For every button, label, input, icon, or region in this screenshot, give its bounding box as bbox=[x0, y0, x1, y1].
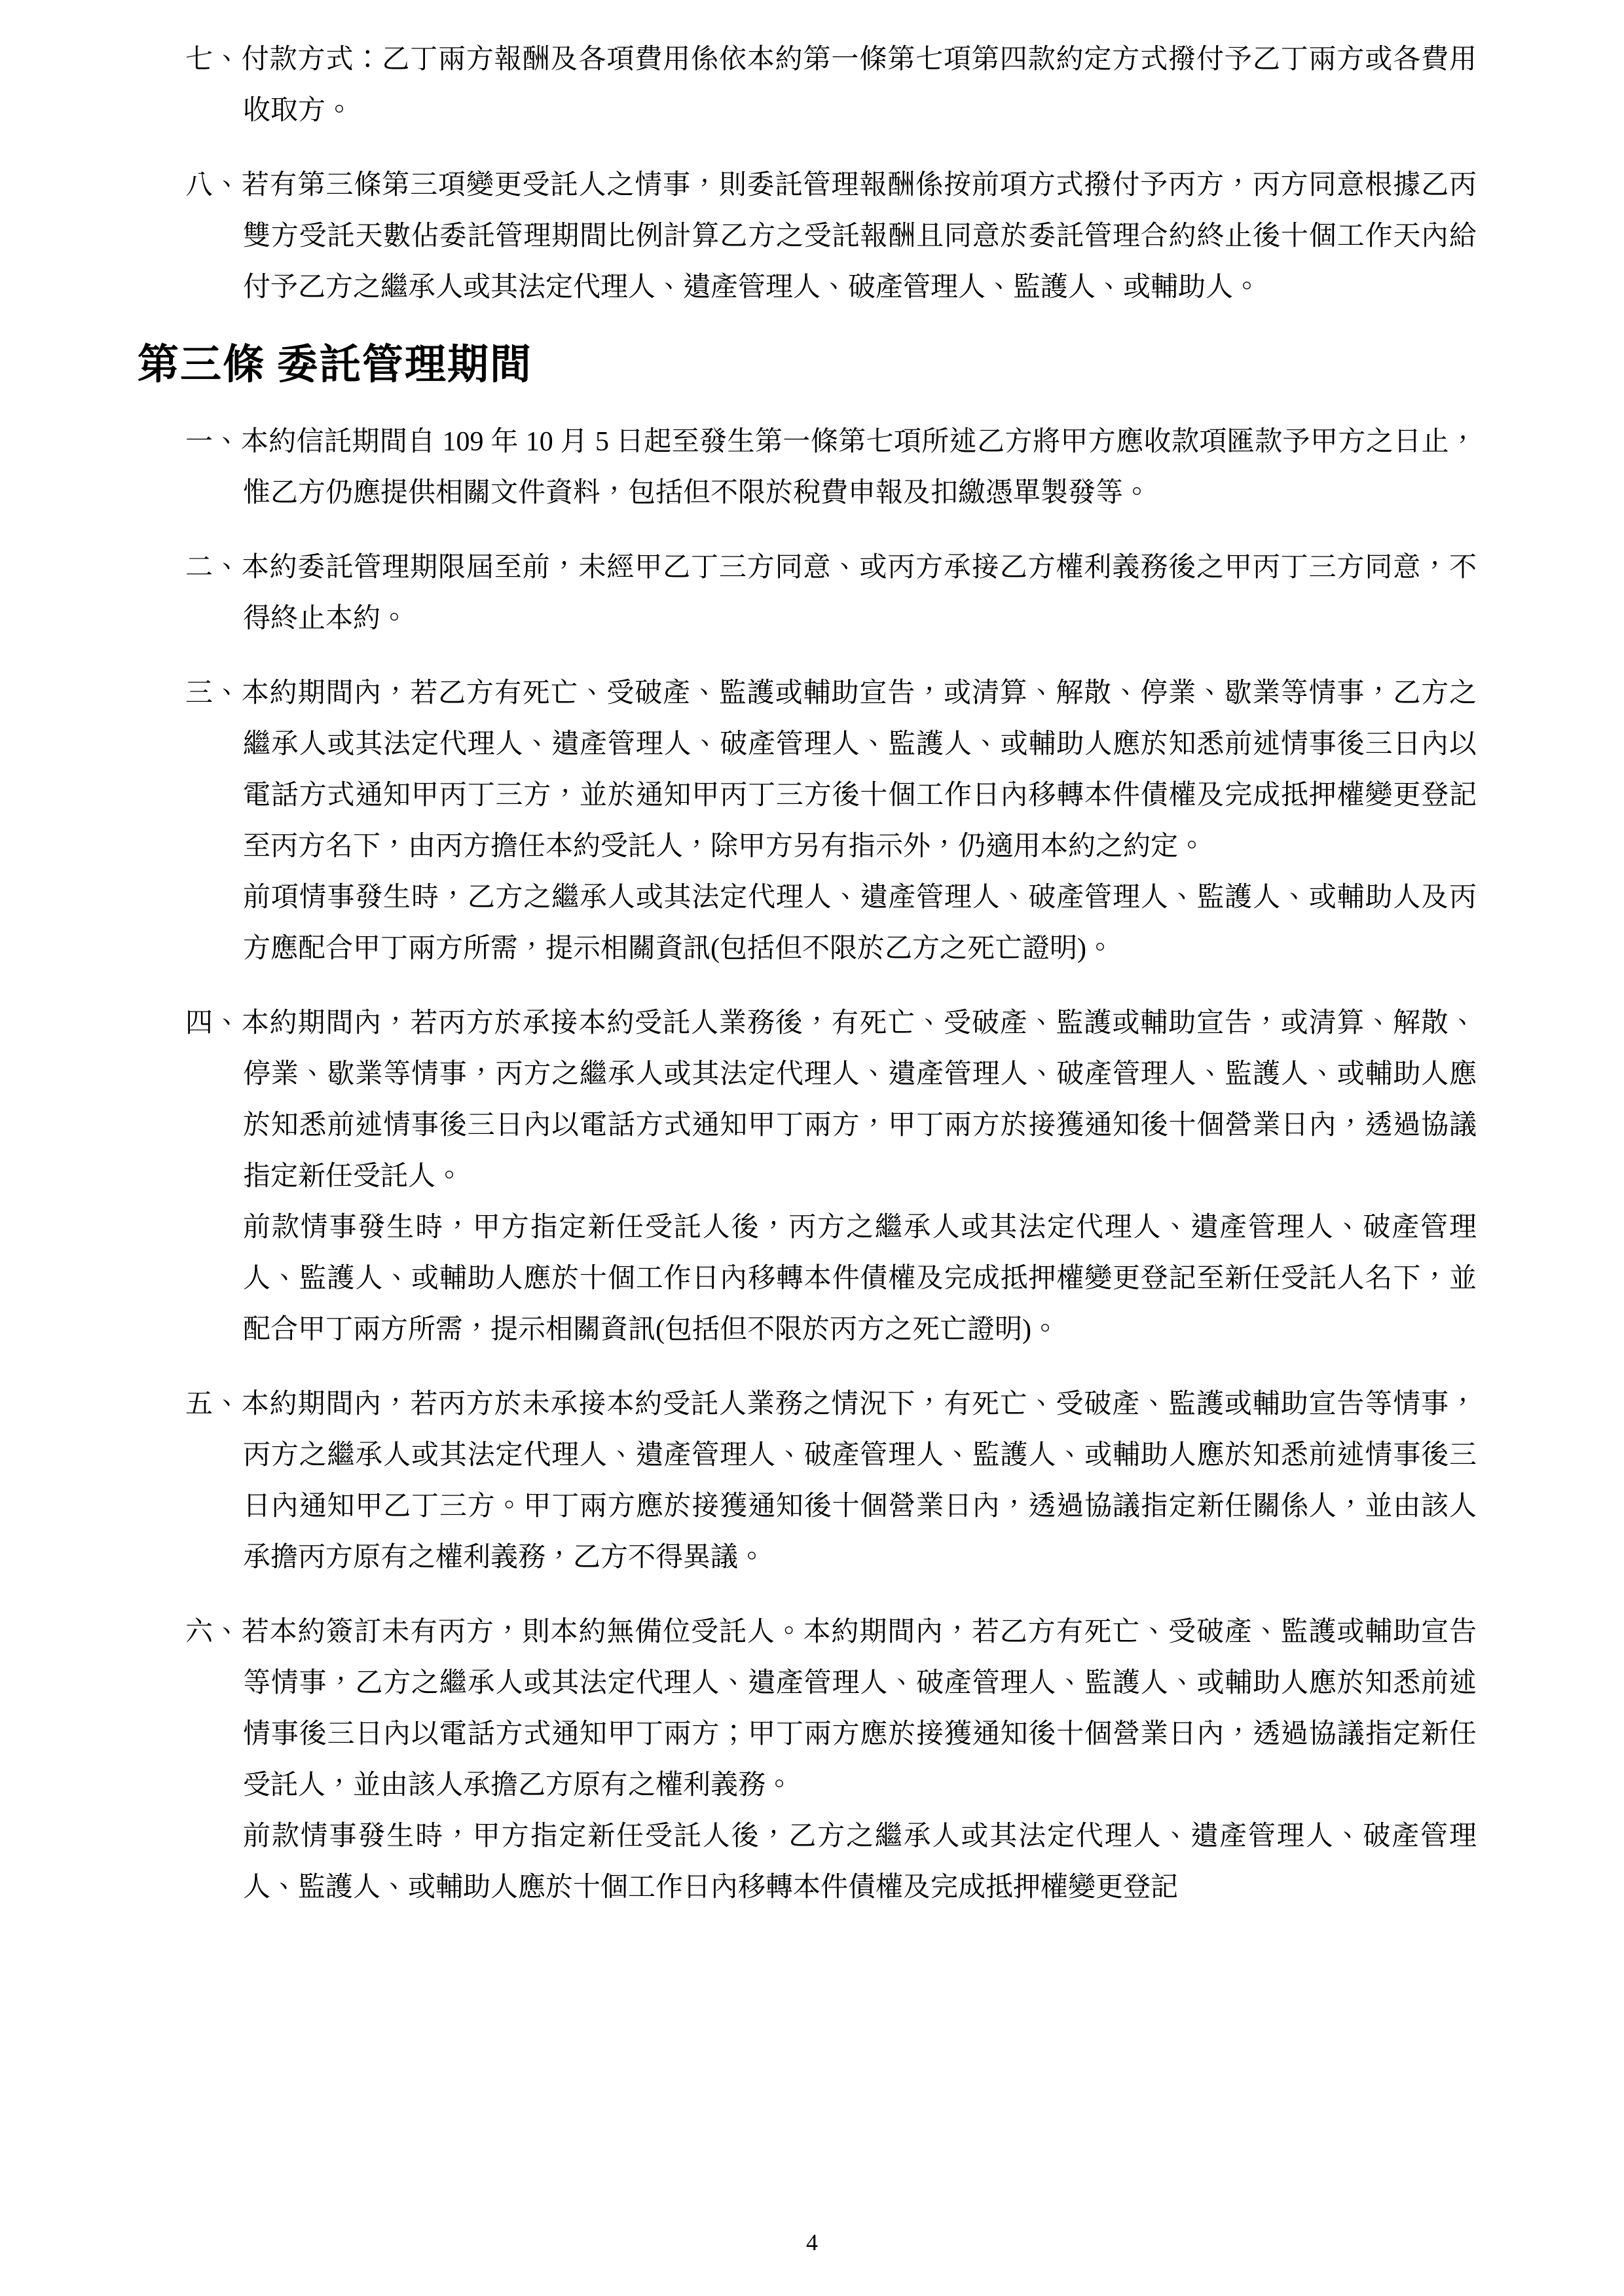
clause-text: 本約期間內，若丙方於未承接本約受託人業務之情況下，有死亡、受破產、監護或輔助宣告等情事，丙方之繼承人或其法定代理人、遺產管理人、破產管理人、監護人、或輔助人應於知悉前述情事後三日內通知甲乙丁三方。甲丁兩方應於接獲通知後十個營業日內，透過協議指定新任關係人，並由該人承擔丙方原有之權利義務，乙方不得異議。 bbox=[241, 1389, 1477, 1573]
clause-text: 若本約簽訂未有丙方，則本約無備位受託人。本約期間內，若乙方有死亡、受破產、監護或輔助宣告等情事，乙方之繼承人或其法定代理人、遺產管理人、破產管理人、監護人、或輔助人應於知悉前述情事後三日內以電話方式通知甲丁兩方；甲丁兩方應於接獲通知後十個營業日內，透過協議指定新任受託人，並由該人承擔乙方原有之權利義務。 bbox=[241, 1617, 1477, 1800]
clause-item-2 bbox=[185, 542, 1477, 644]
clause-paragraph bbox=[185, 416, 1477, 519]
clause-paragraph bbox=[185, 542, 1477, 644]
clause-text: 本約委託管理期限屆至前，未經甲乙丁三方同意、或丙方承接乙方權利義務後之甲丙丁三方同意，不得終止本約。 bbox=[241, 553, 1477, 634]
clause-paragraph bbox=[185, 34, 1477, 136]
page-footer bbox=[0, 2229, 1624, 2255]
clause-paragraph bbox=[185, 668, 1477, 872]
clause-number-label: 五、 bbox=[185, 1389, 242, 1419]
clause-continuation-paragraph: 前款情事發生時，甲方指定新任受託人後，丙方之繼承人或其法定代理人、遺產管理人、破產管理人、監護人、或輔助人應於十個工作日內移轉本件債權及完成抵押權變更登記至新任受託人名下，並配合甲丁兩方所需，提示相關資訊(包括但不限於丙方之死亡證明)。 bbox=[243, 1212, 1477, 1345]
clause-number-label: 一、 bbox=[185, 427, 241, 457]
clause-paragraph bbox=[185, 160, 1477, 313]
clause-paragraph bbox=[185, 1379, 1477, 1583]
clause-paragraph bbox=[185, 998, 1477, 1202]
clause-text: 付款方式：乙丁兩方報酬及各項費用係依本約第一條第七項第四款約定方式撥付予乙丁兩方或各費用收取方。 bbox=[241, 45, 1477, 126]
page-number: 4 bbox=[806, 2229, 818, 2255]
clause-item-5 bbox=[185, 1379, 1477, 1583]
clause-number-label: 八、 bbox=[185, 170, 242, 200]
article-number: 第三條 bbox=[138, 342, 265, 388]
clause-item-6 bbox=[185, 1607, 1477, 1913]
clause-item-3 bbox=[185, 668, 1477, 974]
clause-paragraph bbox=[185, 1607, 1477, 1811]
article-title: 委託管理期間 bbox=[277, 342, 532, 388]
clause-item-7 bbox=[185, 34, 1477, 136]
clause-item-8 bbox=[185, 160, 1477, 313]
clause-number-label: 七、 bbox=[185, 45, 242, 75]
clause-number-label: 二、 bbox=[185, 553, 242, 583]
clause-text: 本約期間內，若丙方於承接本約受託人業務後，有死亡、受破產、監護或輔助宣告，或清算、解散、停業、歇業等情事，丙方之繼承人或其法定代理人、遺產管理人、破產管理人、監護人、或輔助人應於知悉前述情事後三日內以電話方式通知甲丁兩方，甲丁兩方於接獲通知後十個營業日內，透過協議指定新任受託人。 bbox=[241, 1008, 1477, 1192]
clause-item-4 bbox=[185, 998, 1477, 1355]
clause-text: 本約期間內，若乙方有死亡、受破產、監護或輔助宣告，或清算、解散、停業、歇業等情事，乙方之繼承人或其法定代理人、遺產管理人、破產管理人、監護人、或輔助人應於知悉前述情事後三日內以電話方式通知甲丙丁三方，並於通知甲丙丁三方後十個工作日內移轉本件債權及完成抵押權變更登記至丙方名下，由丙方擔任本約受託人，除甲方另有指示外，仍適用本約之約定。 bbox=[241, 678, 1477, 862]
article-heading bbox=[138, 339, 1477, 390]
clause-text: 若有第三條第三項變更受託人之情事，則委託管理報酬係按前項方式撥付予丙方，丙方同意根據乙丙雙方受託天數佔委託管理期間比例計算乙方之受託報酬且同意於委託管理合約終止後十個工作天內給付予乙方之繼承人或其法定代理人、遺產管理人、破產管理人、監護人、或輔助人。 bbox=[241, 170, 1477, 302]
clause-number-label: 三、 bbox=[185, 678, 242, 708]
clause-continuation-paragraph: 前款情事發生時，甲方指定新任受託人後，乙方之繼承人或其法定代理人、遺產管理人、破產管理人、監護人、或輔助人應於十個工作日內移轉本件債權及完成抵押權變更登記 bbox=[243, 1821, 1477, 1903]
clause-number-label: 四、 bbox=[185, 1008, 242, 1038]
clause-continuation-paragraph: 前項情事發生時，乙方之繼承人或其法定代理人、遺產管理人、破產管理人、監護人、或輔助人及丙方應配合甲丁兩方所需，提示相關資訊(包括但不限於乙方之死亡證明)。 bbox=[243, 883, 1477, 964]
clause-number-label: 六、 bbox=[185, 1617, 242, 1647]
clause-item-1 bbox=[185, 416, 1477, 519]
clause-text: 本約信託期間自 109 年 10 月 5 日起至發生第一條第七項所述乙方將甲方應收款項匯款予甲方之日止，惟乙方仍應提供相關文件資料，包括但不限於稅費申報及扣繳憑單製發等。 bbox=[240, 427, 1477, 508]
